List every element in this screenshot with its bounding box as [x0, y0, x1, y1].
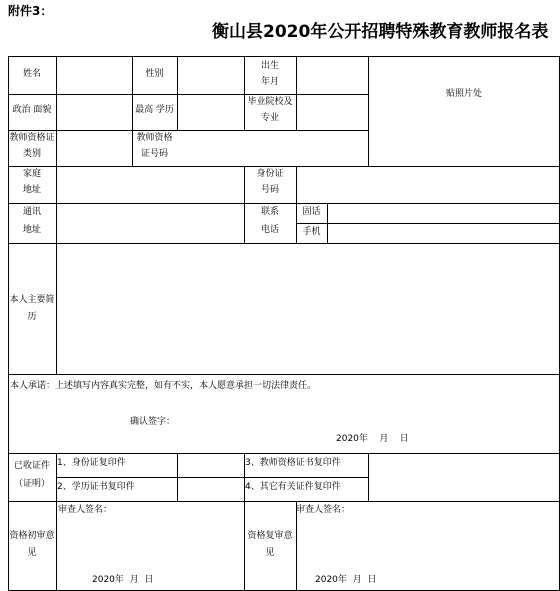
school-major-label-1: 毕业院校及 — [247, 97, 293, 107]
doc-item-3: 3、教师资格证书复印件 — [245, 458, 341, 468]
form-title: 衡山县2020年公开招聘特殊教育教师报名表 — [212, 22, 549, 42]
cert-no-label-2: 证号码 — [140, 149, 168, 159]
col-line — [296, 56, 297, 130]
cert-type-label-2: 类别 — [22, 149, 41, 159]
row-line — [8, 501, 560, 502]
row-line — [56, 477, 368, 478]
contact-phone-label-2: 电话 — [260, 225, 279, 235]
cert-no-label-1: 教师资格 — [136, 133, 173, 143]
cert-type-label-1: 教师资格证 — [9, 133, 55, 143]
col-line — [56, 243, 57, 374]
final-review-label-2: 见 — [265, 548, 275, 558]
pledge-date: 2020年 月 日 — [336, 434, 409, 444]
row-line — [8, 166, 560, 167]
initial-review-label-1: 资格初审意 — [9, 531, 55, 541]
row-line — [8, 203, 560, 204]
birth-label-2: 年月 — [260, 77, 279, 87]
photo-placeholder: 贴照片处 — [445, 89, 482, 99]
initial-reviewer-signature: 审查人签名： — [58, 505, 113, 515]
mail-address-label-1: 通讯 — [22, 207, 41, 217]
col-line — [177, 56, 178, 130]
contact-phone-label-1: 联系 — [260, 207, 279, 217]
col-line — [368, 56, 369, 166]
home-address-label-1: 家庭 — [22, 169, 41, 179]
col-line — [56, 56, 57, 243]
row-line — [8, 130, 368, 131]
pledge-text: 本人承诺：上述填写内容真实完整，如有不实，本人愿意承担一切法律责任。 — [10, 381, 317, 391]
doc-item-4: 4、其它有关证件复印件 — [245, 482, 341, 492]
col-line — [56, 453, 57, 591]
mail-address-label-2: 地址 — [22, 225, 41, 235]
docs-received-label-1: 已收证件 — [13, 461, 50, 471]
resume-label-1: 本人主要简 — [9, 295, 55, 305]
education-label: 最高 学历 — [135, 105, 174, 115]
col-line — [244, 453, 245, 591]
docs-received-label-2: （证明） — [13, 479, 50, 489]
political-status-label: 政治 面貌 — [12, 105, 52, 115]
mobile-label: 手机 — [302, 227, 321, 237]
row-line — [296, 223, 560, 224]
school-major-label-2: 专业 — [260, 113, 279, 123]
doc-item-1: 1、身份证复印件 — [57, 458, 126, 468]
final-review-label-1: 资格复审意 — [247, 531, 293, 541]
row-line — [8, 374, 560, 375]
resume-label-2: 历 — [27, 312, 37, 322]
col-line — [327, 203, 328, 243]
id-number-label-1: 身份证 — [256, 169, 284, 179]
home-address-label-2: 地址 — [22, 185, 41, 195]
initial-review-label-2: 见 — [27, 548, 37, 558]
row-line — [8, 94, 368, 95]
name-label: 姓名 — [22, 69, 41, 79]
birth-label-1: 出生 — [260, 61, 279, 71]
id-number-label-2: 号码 — [260, 185, 279, 195]
gender-label: 性别 — [145, 69, 164, 79]
final-review-date: 2020年 月 日 — [315, 575, 377, 585]
row-line — [8, 243, 560, 244]
landline-label: 固话 — [302, 207, 321, 217]
final-reviewer-signature: 审查人签名： — [296, 505, 351, 515]
row-line — [8, 453, 560, 454]
doc-item-2: 2、学历证书复印件 — [57, 482, 135, 492]
col-line — [368, 453, 369, 501]
signature-label: 确认签字： — [130, 417, 176, 427]
appendix-label: 附件3： — [8, 4, 53, 18]
col-line — [177, 453, 178, 501]
initial-review-date: 2020年 月 日 — [92, 575, 154, 585]
